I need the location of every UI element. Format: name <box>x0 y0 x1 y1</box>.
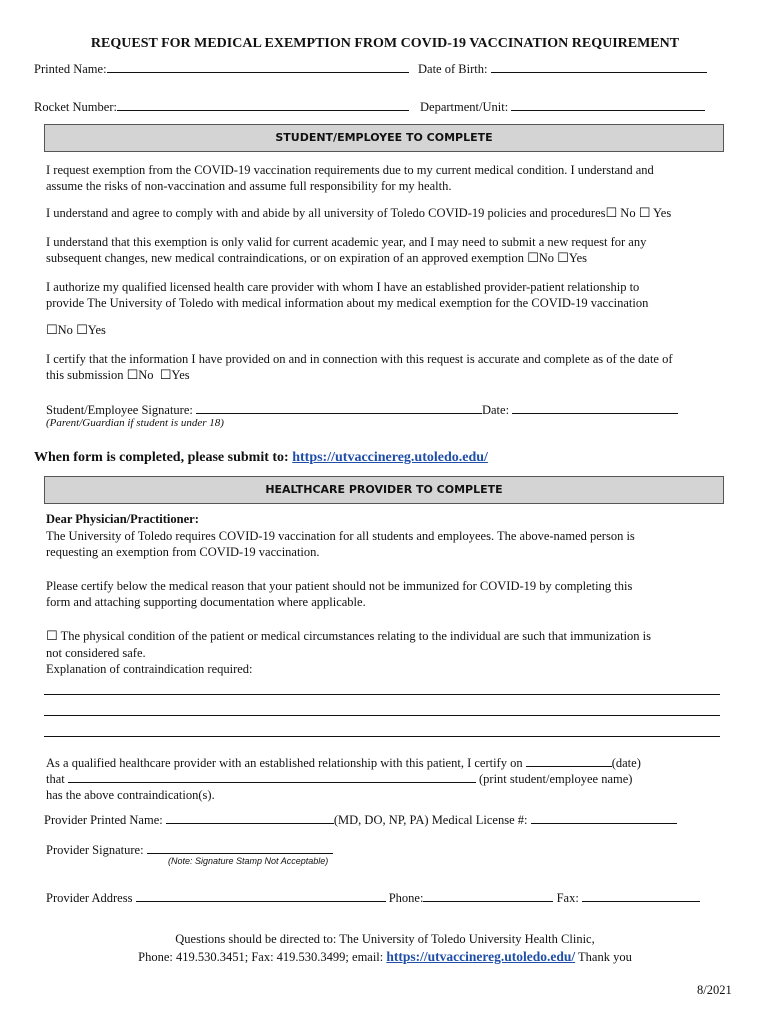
license-field[interactable] <box>531 811 677 824</box>
condition-line2: not considered safe. <box>46 646 146 660</box>
provider-name-field[interactable] <box>166 811 334 824</box>
dob-row <box>418 60 707 77</box>
intro-line1: The University of Toledo requires COVID-19 vaccination for all students and employees. The above-named person is <box>46 529 635 543</box>
p2-yes-label: Yes <box>653 206 672 220</box>
attest-date-field[interactable] <box>526 754 612 767</box>
submit-instruction <box>34 450 488 466</box>
explanation-line-3[interactable] <box>44 736 720 737</box>
attest-line1-row <box>46 754 641 771</box>
department-row <box>420 98 705 115</box>
p3-yes-label: Yes <box>568 251 588 265</box>
p2-no-label: No <box>620 206 636 220</box>
license-label: Medical License #: <box>431 813 528 827</box>
p2-yes-checkbox[interactable]: ☐ <box>638 206 651 221</box>
dob-label: Date of Birth: <box>418 62 488 76</box>
attest-that: that <box>46 772 65 786</box>
provider-condition <box>46 628 736 677</box>
footer-questions: Questions should be directed to: The University of Toledo University Health Clinic, <box>175 932 595 946</box>
student-paragraph-3 <box>46 234 736 267</box>
provider-name-row <box>44 811 677 828</box>
p4-no-label: No <box>57 323 73 337</box>
provider-address-field[interactable] <box>136 889 386 902</box>
explanation-label: Explanation of contraindication required: <box>46 662 253 676</box>
department-field[interactable] <box>511 98 705 111</box>
attest-line1: As a qualified healthcare provider with an established relationship with this patient, I certify on <box>46 756 523 770</box>
p4-yes-label: Yes <box>87 323 106 337</box>
p1-line1: I request exemption from the COVID-19 vaccination requirements due to my current medical condition. I understand and <box>46 163 654 177</box>
printed-name-row <box>34 60 409 77</box>
attest-print-label: (print student/employee name) <box>479 772 633 786</box>
attest-line2-row <box>46 770 632 787</box>
student-signature-label: Student/Employee Signature: <box>46 403 193 417</box>
certify-line1: Please certify below the medical reason that your patient should not be immunized for COVID-19 by completing this <box>46 579 633 593</box>
p4-line2: provide The University of Toledo with medical information about my medical exemption for the COVID-19 vaccination <box>46 296 649 310</box>
attest-name-field[interactable] <box>68 770 476 783</box>
p4-yes-checkbox[interactable]: ☐ <box>76 323 88 338</box>
submit-text: When form is completed, please submit to: <box>34 450 289 465</box>
p4-line1: I authorize my qualified licensed health care provider with whom I have an established provider-patient relationship to <box>46 280 640 294</box>
student-paragraph-1 <box>46 162 736 194</box>
condition-line1: The physical condition of the patient or medical circumstances relating to the individual are such that immunization is <box>60 629 652 643</box>
provider-phone-label: Phone: <box>388 891 424 905</box>
p1-line2: assume the risks of non-vaccination and assume full responsibility for my health. <box>46 179 452 193</box>
student-paragraph-4 <box>46 279 736 311</box>
student-signature-row <box>46 401 678 418</box>
submit-link[interactable]: https://utvaccinereg.utoledo.edu/ <box>292 450 488 465</box>
provider-fax-field[interactable] <box>582 889 700 902</box>
p5-yes-label: Yes <box>171 368 190 382</box>
printed-name-field[interactable] <box>107 60 409 73</box>
footer-thanks: Thank you <box>578 950 632 964</box>
department-label: Department/Unit: <box>420 100 509 114</box>
student-paragraph-5 <box>46 351 736 384</box>
rocket-number-row <box>34 98 409 115</box>
p5-line1: I certify that the information I have provided on and in connection with this request is accurate and complete as of the date of <box>46 352 673 366</box>
footer-contact: Phone: 419.530.3451; Fax: 419.530.3499; email: <box>138 950 384 964</box>
attest-date-label: (date) <box>611 756 641 770</box>
provider-name-label: Provider Printed Name: <box>44 813 163 827</box>
p2-no-checkbox[interactable]: ☐ <box>605 206 618 221</box>
intro-line2: requesting an exemption from COVID-19 vaccination. <box>46 545 320 559</box>
explanation-line-1[interactable] <box>44 694 720 695</box>
revision-date: 8/2021 <box>697 983 732 997</box>
provider-signature-label: Provider Signature: <box>46 843 144 857</box>
p3-yes-checkbox[interactable]: ☐ <box>557 251 569 266</box>
provider-fax-label: Fax: <box>556 891 579 905</box>
provider-address-row <box>46 889 700 906</box>
p5-line2-row <box>46 367 736 384</box>
student-date-label: Date: <box>481 403 510 417</box>
condition-line1-row <box>46 628 736 645</box>
footer-contact-row <box>0 949 770 965</box>
footer-link[interactable]: https://utvaccinereg.utoledo.edu/ <box>386 949 576 964</box>
p3-line2: subsequent changes, new medical contraindications, or on expiration of an approved exemption <box>46 251 524 265</box>
student-date-field[interactable] <box>512 401 678 414</box>
p3-line2-row <box>46 250 736 267</box>
p3-no-label: No <box>538 251 555 265</box>
p5-line2: this submission <box>46 368 124 382</box>
dob-field[interactable] <box>491 60 707 73</box>
certify-line2: form and attaching supporting documentation where applicable. <box>46 595 366 609</box>
printed-name-label: Printed Name: <box>34 62 107 76</box>
p4-no-checkbox[interactable]: ☐ <box>46 323 58 338</box>
p5-no-label: No <box>138 368 154 382</box>
provider-credentials: (MD, DO, NP, PA) <box>333 813 429 827</box>
p3-line1: I understand that this exemption is only valid for current academic year, and I may need to submit a new request for any <box>46 235 647 249</box>
attest-line3: has the above contraindication(s). <box>46 788 215 802</box>
provider-intro <box>46 528 736 560</box>
provider-section-heading: HEALTHCARE PROVIDER TO COMPLETE <box>44 476 724 504</box>
p4-answer-row <box>46 323 106 338</box>
provider-address-label: Provider Address <box>46 891 133 905</box>
guardian-note: (Parent/Guardian if student is under 18) <box>46 417 224 429</box>
stamp-note: (Note: Signature Stamp Not Acceptable) <box>168 856 329 866</box>
provider-certify <box>46 578 736 610</box>
p2-text: I understand and agree to comply with and abide by all university of Toledo COVID-19 policies and procedures <box>46 206 606 220</box>
p3-no-checkbox[interactable]: ☐ <box>527 251 539 266</box>
student-section-heading: STUDENT/EMPLOYEE TO COMPLETE <box>44 124 724 152</box>
explanation-line-2[interactable] <box>44 715 720 716</box>
form-title: REQUEST FOR MEDICAL EXEMPTION FROM COVID-19 VACCINATION REQUIREMENT <box>90 36 680 51</box>
provider-signature-field[interactable] <box>147 841 333 854</box>
rocket-number-label: Rocket Number: <box>34 100 117 114</box>
provider-phone-field[interactable] <box>423 889 553 902</box>
student-signature-field[interactable] <box>196 401 482 414</box>
rocket-number-field[interactable] <box>117 98 409 111</box>
p5-yes-checkbox[interactable]: ☐ <box>159 368 172 383</box>
condition-checkbox[interactable]: ☐ <box>46 629 58 644</box>
provider-salutation: Dear Physician/Practitioner: <box>46 512 199 526</box>
student-paragraph-2 <box>46 206 671 221</box>
p5-no-checkbox[interactable]: ☐ <box>126 368 139 383</box>
